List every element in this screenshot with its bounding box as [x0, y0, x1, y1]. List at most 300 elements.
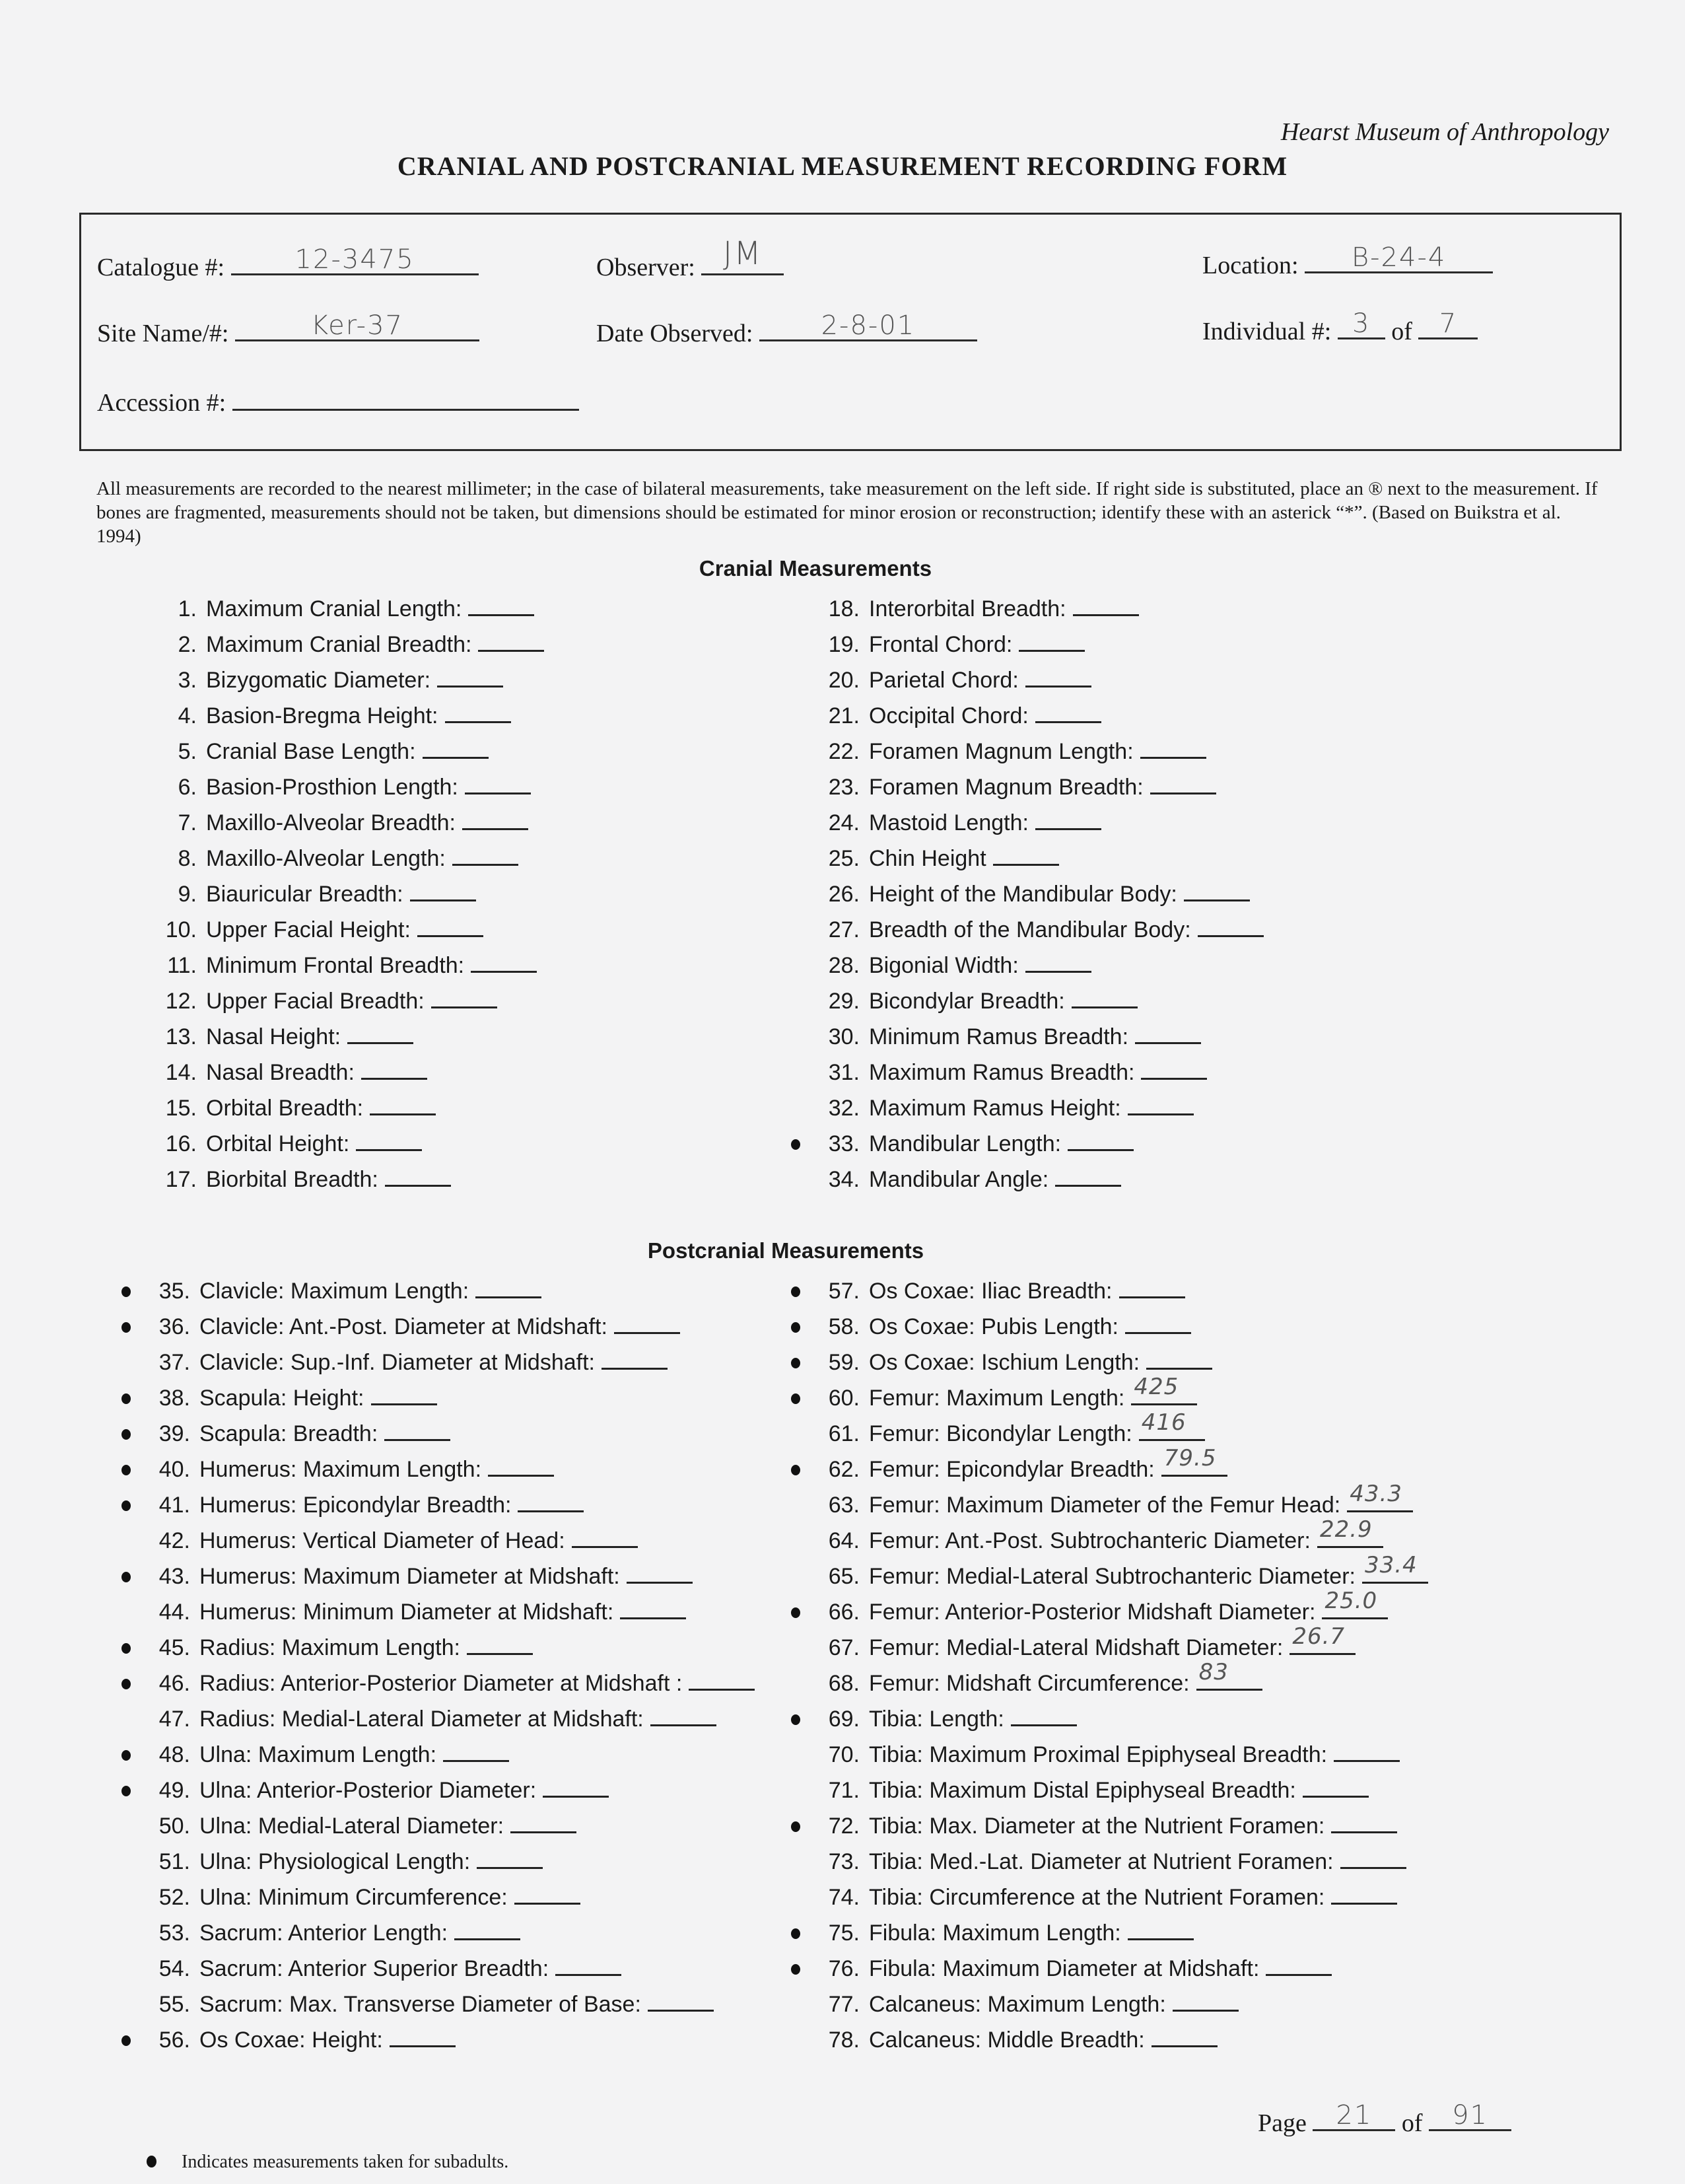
page-indicator	[1258, 2100, 1511, 2138]
page-value: 21	[1336, 2100, 1373, 2131]
measurement-label: Humerus: Maximum Diameter at Midshaft:	[199, 1564, 620, 1589]
measurement-label: Humerus: Maximum Length:	[199, 1457, 482, 1482]
measurement-label: Femur: Ant.-Post. Subtrochanteric Diameter:	[869, 1528, 1311, 1553]
measurement-number: 41.	[158, 1493, 190, 1518]
measurement-number: 72.	[828, 1814, 860, 1839]
measurement-input[interactable]	[1362, 1552, 1428, 1584]
measurement-row	[819, 1273, 1428, 1309]
measurement-input[interactable]	[1055, 1165, 1121, 1187]
measurement-number: 27.	[828, 917, 860, 942]
individual-input[interactable]	[1338, 308, 1385, 339]
measurement-input[interactable]	[478, 630, 544, 652]
measurement-row	[819, 841, 1264, 876]
measurement-label: Tibia: Circumference at the Nutrient Foramen:	[869, 1885, 1325, 1910]
measurement-input[interactable]	[370, 1094, 436, 1115]
measurement-input[interactable]	[689, 1669, 755, 1691]
measurement-input[interactable]	[620, 1598, 686, 1619]
measurement-value: 83	[1198, 1659, 1229, 1685]
measurement-input[interactable]	[555, 1954, 621, 1976]
measurement-input[interactable]	[648, 1990, 714, 2012]
measurement-row	[149, 1559, 755, 1594]
location-value: B-24-4	[1351, 242, 1447, 273]
measurement-row	[819, 734, 1264, 769]
measurement-input[interactable]	[371, 1384, 437, 1405]
measurement-row	[819, 1126, 1264, 1162]
measurement-input[interactable]	[462, 808, 528, 830]
measurement-input[interactable]	[417, 915, 483, 937]
measurement-row	[819, 1445, 1428, 1487]
measurement-number: 4.	[178, 703, 197, 728]
measurement-input[interactable]	[514, 1883, 580, 1905]
measurement-number: 25.	[828, 846, 860, 871]
subadult-bullet-icon	[121, 1322, 131, 1333]
measurement-input[interactable]	[1331, 1812, 1397, 1833]
measurement-label: Femur: Medial-Lateral Midshaft Diameter:	[869, 1635, 1284, 1660]
measurement-number: 29.	[828, 989, 860, 1014]
measurement-label: Minimum Ramus Breadth:	[869, 1024, 1129, 1049]
measurement-label: Ulna: Medial-Lateral Diameter:	[199, 1814, 504, 1839]
postcranial-left-column	[149, 1273, 755, 2058]
measurement-input[interactable]	[384, 1419, 450, 1441]
instructions-text: All measurements are recorded to the nearest millimeter; in the case of bilateral measurements, take measurement on the left side. If right side is substituted, place an ® next to the measurement. If bones are fragmented, measurements should not be taken, but dimensions should be estimated for minor erosion or reconstruction; identify these with an asterick “*”. (Based on Buikstra et al. 1994)	[96, 478, 1598, 547]
measurement-input[interactable]	[468, 594, 534, 616]
measurement-number: 9.	[178, 882, 197, 907]
measurement-label: Femur: Maximum Length:	[869, 1386, 1125, 1411]
measurement-number: 17.	[165, 1167, 197, 1192]
subadult-bullet-icon	[121, 1643, 131, 1654]
measurement-number: 37.	[158, 1350, 190, 1375]
measurement-row	[819, 1374, 1428, 1416]
measurement-label: Interorbital Breadth:	[869, 596, 1066, 621]
location-input[interactable]	[1305, 242, 1493, 273]
measurement-label: Clavicle: Maximum Length:	[199, 1279, 469, 1304]
measurement-number: 52.	[158, 1885, 190, 1910]
measurement-row	[149, 1987, 755, 2022]
measurement-input[interactable]	[1139, 1409, 1205, 1441]
measurement-label: Humerus: Minimum Diameter at Midshaft:	[199, 1600, 614, 1625]
measurement-input[interactable]	[1340, 1847, 1406, 1869]
measurement-number: 70.	[828, 1742, 860, 1767]
page-label: Page	[1258, 2109, 1307, 2137]
measurement-label: Radius: Medial-Lateral Diameter at Midshaft:	[199, 1707, 644, 1732]
measurement-number: 21.	[828, 703, 860, 728]
measurement-row	[156, 948, 544, 983]
measurement-value: 43.3	[1350, 1481, 1402, 1507]
measurement-number: 39.	[158, 1421, 190, 1446]
measurement-label: Femur: Midshaft Circumference:	[869, 1671, 1190, 1696]
accession-label: Accession #:	[97, 389, 226, 417]
measurement-label: Femur: Bicondylar Length:	[869, 1421, 1132, 1446]
measurement-label: Ulna: Anterior-Posterior Diameter:	[199, 1778, 537, 1803]
measurement-input[interactable]	[1317, 1516, 1383, 1548]
measurement-number: 11.	[167, 953, 197, 978]
measurement-input[interactable]	[1068, 1129, 1134, 1151]
catalogue-input[interactable]	[231, 244, 479, 275]
measurement-input[interactable]	[1173, 1990, 1239, 2012]
measurement-input[interactable]	[650, 1705, 716, 1726]
measurement-input[interactable]	[475, 1277, 541, 1298]
measurement-number: 20.	[828, 668, 860, 693]
measurement-input[interactable]	[347, 1022, 413, 1044]
measurement-input[interactable]	[361, 1058, 427, 1080]
measurement-label: Tibia: Maximum Proximal Epiphyseal Breadth:	[869, 1742, 1328, 1767]
measurement-number: 75.	[828, 1920, 860, 1946]
measurement-input[interactable]	[437, 666, 503, 687]
subadult-bullet-icon	[121, 1393, 131, 1404]
measurement-number: 58.	[828, 1314, 860, 1339]
date-field	[596, 310, 977, 348]
accession-field	[97, 386, 579, 417]
measurement-row	[149, 1808, 755, 1844]
individual-field	[1202, 308, 1478, 346]
measurement-row	[156, 1126, 544, 1162]
measurement-number: 8.	[178, 846, 197, 871]
measurement-label: Upper Facial Breadth:	[206, 989, 425, 1014]
measurement-label: Ulna: Minimum Circumference:	[199, 1885, 508, 1910]
measurement-number: 69.	[828, 1707, 860, 1732]
measurement-input[interactable]	[471, 951, 537, 973]
measurement-row	[819, 1309, 1428, 1345]
measurement-label: Os Coxae: Height:	[199, 2027, 383, 2053]
measurement-label: Bicondylar Breadth:	[869, 989, 1065, 1014]
measurement-label: Chin Height	[869, 846, 986, 871]
measurement-label: Biauricular Breadth:	[206, 882, 403, 907]
measurement-input[interactable]	[1141, 1058, 1207, 1080]
measurement-number: 22.	[828, 739, 860, 764]
measurement-input[interactable]	[445, 701, 511, 723]
date-input[interactable]	[759, 310, 977, 341]
catalogue-label: Catalogue #:	[97, 254, 225, 281]
postcranial-right-column	[819, 1273, 1428, 2058]
measurement-label: Foramen Magnum Breadth:	[869, 775, 1144, 800]
measurement-label: Maximum Ramus Height:	[869, 1096, 1121, 1121]
measurement-row	[819, 591, 1264, 627]
measurement-input[interactable]	[1290, 1623, 1356, 1655]
measurement-row	[819, 1409, 1428, 1452]
measurement-row	[819, 876, 1264, 912]
measurement-row	[819, 1808, 1428, 1844]
measurement-row	[819, 662, 1264, 698]
measurement-input[interactable]	[518, 1491, 584, 1512]
measurement-label: Maximum Cranial Breadth:	[206, 632, 472, 657]
measurement-input[interactable]	[1072, 987, 1138, 1008]
subadult-bullet-icon	[791, 1286, 800, 1297]
measurement-number: 3.	[178, 668, 197, 693]
subadult-bullet-icon	[121, 1750, 131, 1761]
measurement-row	[819, 1737, 1428, 1773]
measurement-input[interactable]	[993, 844, 1059, 866]
measurement-input[interactable]	[1161, 1445, 1227, 1477]
measurement-input[interactable]	[410, 880, 476, 901]
measurement-label: Scapula: Height:	[199, 1386, 364, 1411]
measurement-input[interactable]	[1152, 2025, 1218, 2047]
measurement-input[interactable]	[602, 1348, 668, 1370]
measurement-input[interactable]	[1128, 1094, 1194, 1115]
measurement-input[interactable]	[543, 1776, 609, 1798]
measurement-number: 28.	[828, 953, 860, 978]
measurement-row	[149, 1701, 755, 1737]
measurement-input[interactable]	[423, 737, 489, 759]
site-input[interactable]	[235, 310, 479, 341]
measurement-input[interactable]	[510, 1812, 576, 1833]
measurement-input[interactable]	[1266, 1954, 1332, 1976]
measurement-label: Bigonial Width:	[869, 953, 1019, 978]
measurement-label: Scapula: Breadth:	[199, 1421, 378, 1446]
page-input[interactable]	[1313, 2100, 1395, 2131]
measurement-row	[819, 1701, 1428, 1737]
measurement-number: 57.	[828, 1279, 860, 1304]
measurement-row	[149, 1915, 755, 1951]
measurement-row	[149, 1737, 755, 1773]
measurement-value: 79.5	[1163, 1445, 1217, 1471]
measurement-input[interactable]	[1035, 808, 1101, 830]
measurement-input[interactable]	[1322, 1588, 1388, 1619]
measurement-label: Clavicle: Ant.-Post. Diameter at Midshaft:	[199, 1314, 607, 1339]
measurement-input[interactable]	[488, 1455, 554, 1477]
measurement-row	[156, 983, 544, 1019]
measurement-input[interactable]	[454, 1919, 520, 1940]
measurement-number: 32.	[828, 1096, 860, 1121]
measurement-row	[819, 1162, 1264, 1197]
measurement-label: Maxillo-Alveolar Length:	[206, 846, 446, 871]
measurement-number: 73.	[828, 1849, 860, 1874]
measurement-row	[156, 912, 544, 948]
measurement-row	[819, 698, 1264, 734]
measurement-row	[819, 2022, 1428, 2058]
measurement-number: 38.	[158, 1386, 190, 1411]
subadult-bullet-icon	[121, 1465, 131, 1475]
measurement-input[interactable]	[1035, 701, 1101, 723]
measurement-input[interactable]	[1025, 666, 1091, 687]
measurement-row	[149, 1273, 755, 1309]
location-field	[1202, 242, 1493, 280]
measurement-value: 425	[1134, 1374, 1179, 1400]
observer-input[interactable]	[701, 235, 784, 275]
measurement-row	[149, 1309, 755, 1345]
measurement-number: 40.	[158, 1457, 190, 1482]
measurement-input[interactable]	[1198, 915, 1264, 937]
subadult-bullet-icon	[791, 1393, 800, 1404]
measurement-number: 66.	[828, 1600, 860, 1625]
measurement-label: Fibula: Maximum Diameter at Midshaft:	[869, 1956, 1260, 1981]
measurement-number: 63.	[828, 1493, 860, 1518]
measurement-input[interactable]	[1303, 1776, 1369, 1798]
subadult-bullet-icon	[121, 1786, 131, 1796]
measurement-label: Maxillo-Alveolar Breadth:	[206, 810, 456, 835]
page-total: 91	[1452, 2100, 1488, 2131]
measurement-label: Femur: Anterior-Posterior Midshaft Diameter:	[869, 1600, 1316, 1625]
subadult-bullet-icon	[121, 1679, 131, 1689]
measurement-label: Os Coxae: Pubis Length:	[869, 1314, 1119, 1339]
measurement-number: 13.	[165, 1024, 197, 1049]
measurement-row	[819, 769, 1264, 805]
measurement-label: Tibia: Max. Diameter at the Nutrient Foramen:	[869, 1814, 1325, 1839]
measurement-row	[149, 1523, 755, 1559]
measurement-row	[149, 1380, 755, 1416]
measurement-row	[819, 1951, 1428, 1987]
measurement-number: 56.	[158, 2027, 190, 2053]
measurement-label: Breadth of the Mandibular Body:	[869, 917, 1191, 942]
measurement-input[interactable]	[1025, 951, 1091, 973]
page-total-input[interactable]	[1429, 2100, 1511, 2131]
location-label: Location:	[1202, 252, 1299, 279]
measurement-number: 47.	[158, 1707, 190, 1732]
measurement-number: 42.	[158, 1528, 190, 1553]
measurement-input[interactable]	[385, 1165, 451, 1187]
measurement-row	[819, 912, 1264, 948]
measurement-label: Maximum Cranial Length:	[206, 596, 462, 621]
measurement-number: 61.	[828, 1421, 860, 1446]
observer-field	[596, 235, 784, 282]
individual-of-label: of	[1391, 318, 1412, 345]
postcranial-heading: Postcranial Measurements	[647, 1238, 924, 1263]
measurement-input[interactable]	[572, 1526, 638, 1548]
measurement-input[interactable]	[1196, 1659, 1262, 1691]
measurement-row	[819, 1844, 1428, 1880]
measurement-row	[156, 769, 544, 805]
measurement-number: 46.	[158, 1671, 190, 1696]
measurement-label: Basion-Bregma Height:	[206, 703, 438, 728]
measurement-label: Radius: Maximum Length:	[199, 1635, 460, 1660]
measurement-number: 36.	[158, 1314, 190, 1339]
measurement-number: 48.	[158, 1742, 190, 1767]
measurement-input[interactable]	[356, 1129, 422, 1151]
measurement-row	[156, 627, 544, 662]
date-value: 2-8-01	[821, 310, 916, 341]
measurement-label: Orbital Breadth:	[206, 1096, 364, 1121]
measurement-number: 50.	[158, 1814, 190, 1839]
measurement-input[interactable]	[1150, 773, 1216, 794]
subadult-bullet-icon	[791, 1139, 800, 1150]
measurement-row	[819, 1987, 1428, 2022]
subadult-bullet-icon	[791, 1465, 800, 1475]
measurement-input[interactable]	[1140, 737, 1206, 759]
measurement-row	[149, 1345, 755, 1380]
measurement-number: 64.	[828, 1528, 860, 1553]
measurement-input[interactable]	[1135, 1022, 1201, 1044]
subadult-bullet-icon	[147, 2156, 156, 2167]
measurement-input[interactable]	[614, 1312, 680, 1334]
measurement-label: Nasal Breadth:	[206, 1060, 355, 1085]
measurement-number: 51.	[158, 1849, 190, 1874]
catalogue-value: 12-3475	[294, 244, 415, 275]
subadult-bullet-icon	[121, 1572, 131, 1582]
measurement-input[interactable]	[627, 1562, 693, 1584]
measurement-input[interactable]	[1184, 880, 1250, 901]
measurement-number: 45.	[158, 1635, 190, 1660]
measurement-input[interactable]	[1334, 1740, 1400, 1762]
site-field	[97, 310, 479, 348]
measurement-row	[156, 698, 544, 734]
measurement-row	[149, 1594, 755, 1630]
measurement-input[interactable]	[1119, 1277, 1185, 1298]
measurement-input[interactable]	[390, 2025, 456, 2047]
measurement-number: 53.	[158, 1920, 190, 1946]
site-value: Ker-37	[310, 310, 403, 341]
measurement-input[interactable]	[443, 1740, 509, 1762]
measurement-input[interactable]	[1073, 594, 1139, 616]
measurement-number: 33.	[828, 1131, 860, 1156]
individual-total-input[interactable]	[1418, 308, 1478, 339]
measurement-input[interactable]	[477, 1847, 543, 1869]
measurement-label: Radius: Anterior-Posterior Diameter at Midshaft :	[199, 1671, 683, 1696]
date-label: Date Observed:	[596, 320, 753, 347]
measurement-label: Cranial Base Length:	[206, 739, 416, 764]
measurement-number: 19.	[828, 632, 860, 657]
measurement-row	[149, 1844, 755, 1880]
measurement-label: Calcaneus: Maximum Length:	[869, 1992, 1166, 2017]
subadult-bullet-icon	[791, 1964, 800, 1975]
measurement-label: Sacrum: Anterior Length:	[199, 1920, 448, 1946]
measurement-number: 78.	[828, 2027, 860, 2053]
measurement-input[interactable]	[467, 1633, 533, 1655]
measurement-number: 74.	[828, 1885, 860, 1910]
measurement-input[interactable]	[1331, 1883, 1397, 1905]
measurement-number: 14.	[165, 1060, 197, 1085]
measurement-label: Ulna: Maximum Length:	[199, 1742, 437, 1767]
measurement-row	[156, 1019, 544, 1055]
measurement-row	[819, 1659, 1428, 1701]
subadult-bullet-icon	[121, 2035, 131, 2046]
measurement-input[interactable]	[1146, 1348, 1212, 1370]
measurement-row	[819, 1345, 1428, 1380]
measurement-value: 416	[1141, 1409, 1186, 1436]
measurement-label: Frontal Chord:	[869, 632, 1013, 657]
subadult-bullet-icon	[791, 1607, 800, 1618]
measurement-input[interactable]	[1019, 630, 1085, 652]
measurement-label: Fibula: Maximum Length:	[869, 1920, 1121, 1946]
measurement-row	[819, 983, 1264, 1019]
measurement-label: Femur: Epicondylar Breadth:	[869, 1457, 1155, 1482]
measurement-row	[819, 1019, 1264, 1055]
measurement-number: 1.	[178, 596, 197, 621]
individual-value: 3	[1352, 308, 1371, 339]
measurement-input[interactable]	[1011, 1705, 1077, 1726]
measurement-input[interactable]	[431, 987, 497, 1008]
measurement-number: 65.	[828, 1564, 860, 1589]
measurement-input[interactable]	[1125, 1312, 1191, 1334]
measurement-label: Humerus: Epicondylar Breadth:	[199, 1493, 512, 1518]
form-title: CRANIAL AND POSTCRANIAL MEASUREMENT RECORDING FORM	[397, 151, 1288, 181]
measurement-input[interactable]	[1128, 1919, 1194, 1940]
measurement-label: Tibia: Length:	[869, 1707, 1004, 1732]
measurement-number: 34.	[828, 1167, 860, 1192]
measurement-input[interactable]	[465, 773, 531, 794]
measurement-row	[156, 1162, 544, 1197]
measurement-input[interactable]	[452, 844, 518, 866]
catalogue-field	[97, 244, 479, 282]
measurement-row	[819, 948, 1264, 983]
measurement-row	[156, 662, 544, 698]
site-label: Site Name/#:	[97, 320, 229, 347]
measurement-number: 31.	[828, 1060, 860, 1085]
measurement-label: Height of the Mandibular Body:	[869, 882, 1177, 907]
measurement-label: Clavicle: Sup.-Inf. Diameter at Midshaft:	[199, 1350, 596, 1375]
measurement-label: Mastoid Length:	[869, 810, 1029, 835]
subadult-bullet-icon	[121, 1286, 131, 1297]
measurement-row	[819, 1773, 1428, 1808]
measurement-input[interactable]	[1347, 1481, 1413, 1512]
measurement-row	[149, 1773, 755, 1808]
subadult-bullet-icon	[791, 1322, 800, 1333]
measurement-input[interactable]	[1131, 1374, 1197, 1405]
measurement-row	[819, 1090, 1264, 1126]
specimen-info-box	[79, 213, 1622, 451]
measurement-label: Biorbital Breadth:	[206, 1167, 378, 1192]
measurement-number: 5.	[178, 739, 197, 764]
accession-input[interactable]	[232, 386, 579, 411]
measurement-label: Humerus: Vertical Diameter of Head:	[199, 1528, 565, 1553]
